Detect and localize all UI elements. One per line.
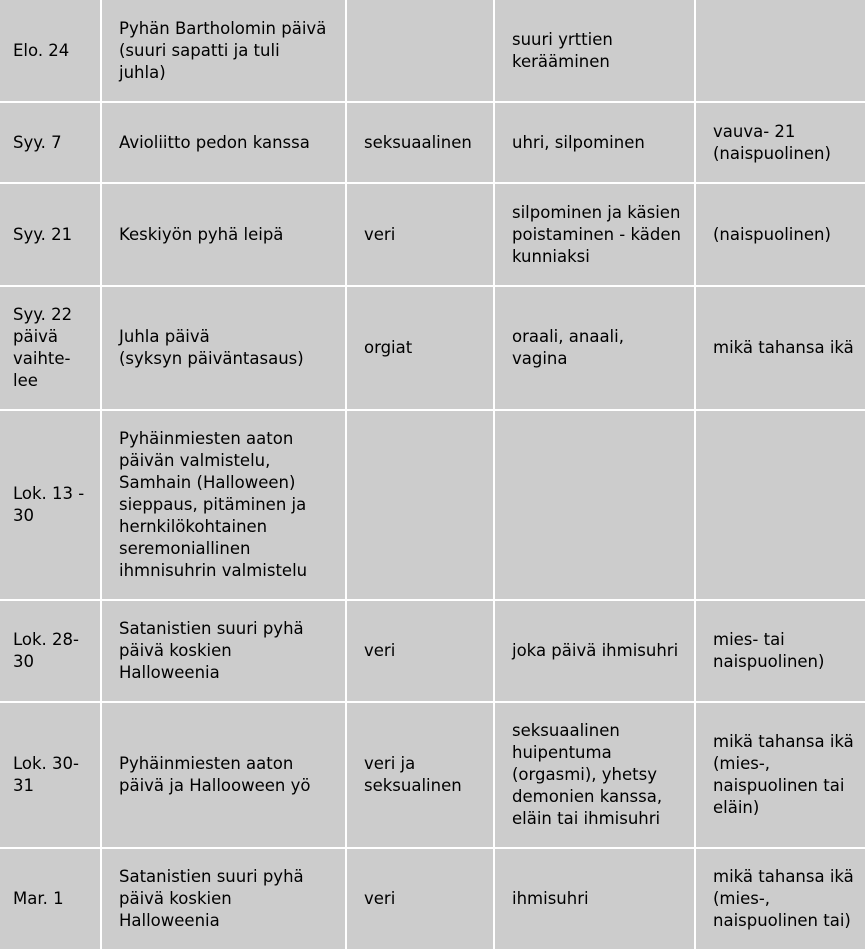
age-cell: mikä tahansa ikä xyxy=(696,287,865,409)
age-cell: vauva- 21 (naispuolinen) xyxy=(696,103,865,182)
date-cell: Lok. 28- 30 xyxy=(0,601,100,701)
age-cell: mikä tahansa ikä (mies-, naispuolinen tai eläin) xyxy=(696,703,865,847)
table-row xyxy=(0,0,865,101)
activity-cell: joka päivä ihmisuhri xyxy=(495,601,694,701)
age-cell: (naispuolinen) xyxy=(696,184,865,285)
table-row xyxy=(0,103,865,182)
type-cell: veri xyxy=(347,849,493,949)
age-cell: mikä tahansa ikä (mies-, naispuolinen tai) xyxy=(696,849,865,949)
name-cell: Keskiyön pyhä leipä xyxy=(102,184,345,285)
activity-cell: suuri yrttien kerääminen xyxy=(495,0,694,101)
table-row xyxy=(0,184,865,285)
activity-cell: oraali, anaali, vagina xyxy=(495,287,694,409)
activity-cell: seksuaalinen huipentuma (orgasmi), yhetsy demonien kanssa, eläin tai ihmisuhri xyxy=(495,703,694,847)
age-cell: mies- tai naispuolinen) xyxy=(696,601,865,701)
name-cell: Pyhän Bartholomin päivä (suuri sapatti ja tuli juhla) xyxy=(102,0,345,101)
activity-cell: silpominen ja käsien poistaminen - käden kunniaksi xyxy=(495,184,694,285)
date-cell: Syy. 21 xyxy=(0,184,100,285)
date-cell: Syy. 22 päivä vaihte- lee xyxy=(0,287,100,409)
name-cell: Pyhäinmiesten aaton päivän valmistelu, Samhain (Halloween) sieppaus, pitäminen ja hernkilökohtainen seremoniallinen ihmnisuhrin valmistelu xyxy=(102,411,345,599)
date-cell: Lok. 13 - 30 xyxy=(0,411,100,599)
table-row xyxy=(0,703,865,847)
type-cell: seksuaalinen xyxy=(347,103,493,182)
name-cell: Avioliitto pedon kanssa xyxy=(102,103,345,182)
type-cell: veri ja seksualinen xyxy=(347,703,493,847)
date-cell: Syy. 7 xyxy=(0,103,100,182)
type-cell xyxy=(347,0,493,101)
age-cell xyxy=(696,0,865,101)
name-cell: Juhla päivä (syksyn päiväntasaus) xyxy=(102,287,345,409)
date-cell: Lok. 30- 31 xyxy=(0,703,100,847)
age-cell xyxy=(696,411,865,599)
activity-cell: ihmisuhri xyxy=(495,849,694,949)
table-row xyxy=(0,411,865,599)
type-cell: orgiat xyxy=(347,287,493,409)
activity-cell xyxy=(495,411,694,599)
type-cell: veri xyxy=(347,184,493,285)
type-cell: veri xyxy=(347,601,493,701)
type-cell xyxy=(347,411,493,599)
name-cell: Satanistien suuri pyhä päivä koskien Halloweenia xyxy=(102,601,345,701)
date-cell: Mar. 1 xyxy=(0,849,100,949)
table-row xyxy=(0,849,865,949)
table-row xyxy=(0,287,865,409)
name-cell: Satanistien suuri pyhä päivä koskien Halloweenia xyxy=(102,849,345,949)
activity-cell: uhri, silpominen xyxy=(495,103,694,182)
table-row xyxy=(0,601,865,701)
date-cell: Elo. 24 xyxy=(0,0,100,101)
name-cell: Pyhäinmiesten aaton päivä ja Hallooween yö xyxy=(102,703,345,847)
